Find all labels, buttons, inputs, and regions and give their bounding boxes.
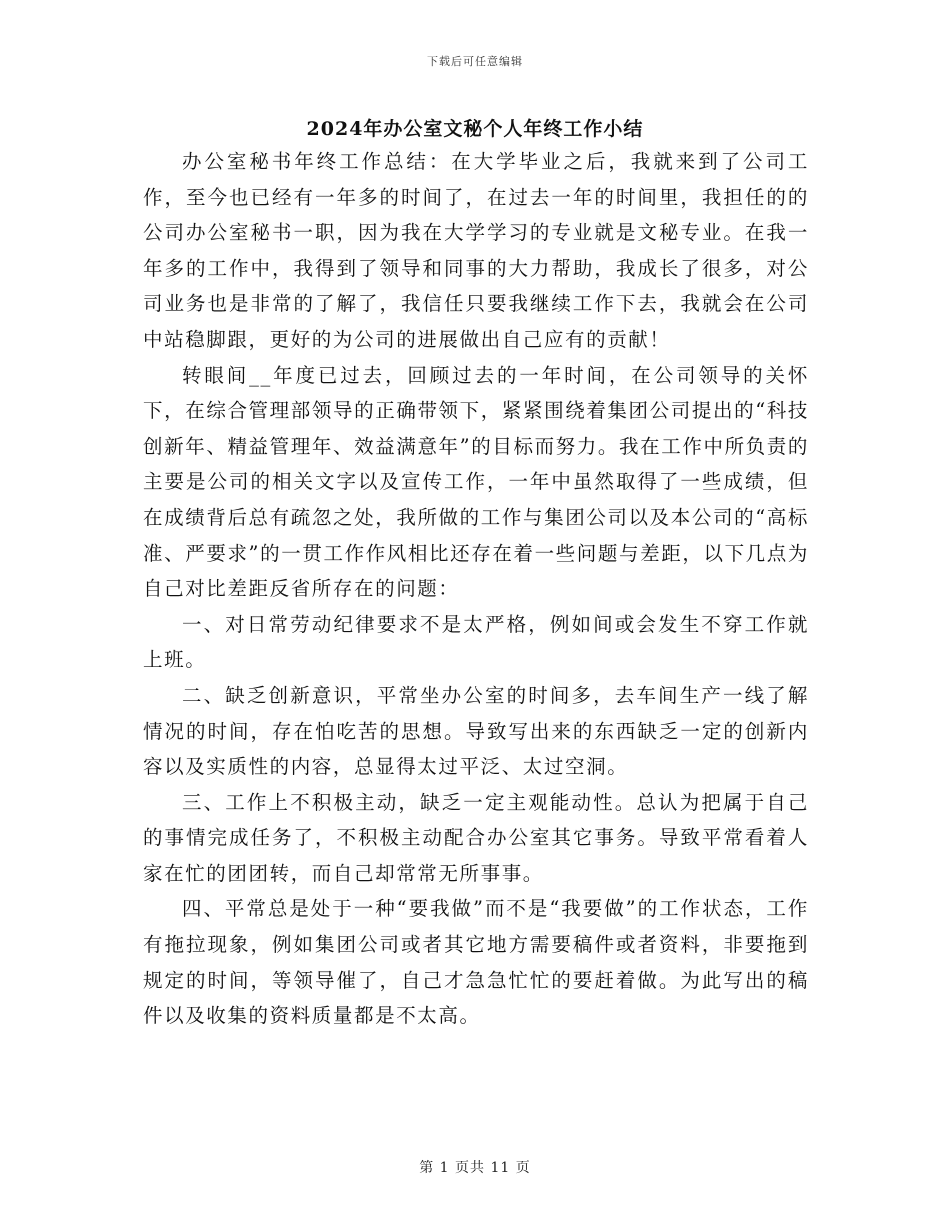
page-number: 第 1 页共 11 页 (419, 1160, 531, 1176)
paragraph-issue-3: 三、工作上不积极主动，缺乏一定主观能动性。总认为把属于自己的事情完成任务了，不积极主动配合办公室其它事务。导致平常看着人家在忙的团团转，而自己却常常无所事事。 (143, 790, 809, 885)
header-note: 下载后可任意编辑 (427, 55, 523, 68)
document-title: 2024年办公室文秘个人年终工作小结 (306, 118, 644, 140)
paragraph-issue-4: 四、平常总是处于一种“要我做”而不是“我要做”的工作状态，工作有拖拉现象，例如集团公司或者其它地方需要稿件或者资料，非要拖到规定的时间，等领导催了，自己才急急忙忙的要赶着做。为此写出的稿件以及收集的资料质量都是不太高。 (143, 897, 809, 1028)
paragraph-issue-1: 一、对日常劳动纪律要求不是太严格，例如间或会发生不穿工作就上班。 (143, 612, 809, 672)
document-body (143, 144, 809, 1034)
paragraph-issue-2: 二、缺乏创新意识，平常坐办公室的时间多，去车间生产一线了解情况的时间，存在怕吃苦的思想。导致写出来的东西缺乏一定的创新内容以及实质性的内容，总显得太过平泛、太过空洞。 (143, 683, 809, 779)
paragraph-intro: 办公室秘书年终工作总结：在大学毕业之后，我就来到了公司工作，至今也已经有一年多的时间了，在过去一年的时间里，我担任的的公司办公室秘书一职，因为我在大学学习的专业就是文秘专业。在我一年多的工作中，我得到了领导和同事的大力帮助，我成长了很多，对公司业务也是非常的了解了，我信任只要我继续工作下去，我就会在公司中站稳脚跟，更好的为公司的进展做出自己应有的贡献！ (143, 150, 809, 351)
paragraph-review: 转眼间__年度已过去，回顾过去的一年时间，在公司领导的关怀下，在综合管理部领导的正确带领下，紧紧围绕着集团公司提出的“科技创新年、精益管理年、效益满意年”的目标而努力。我在工作中所负责的主要是公司的相关文字以及宣传工作，一年中虽然取得了一些成绩，但在成绩背后总有疏忽之处，我所做的工作与集团公司以及本公司的“高标准、严要求”的一贯工作作风相比还存在着一些问题与差距，以下几点为自己对比差距反省所存在的问题： (143, 363, 809, 601)
